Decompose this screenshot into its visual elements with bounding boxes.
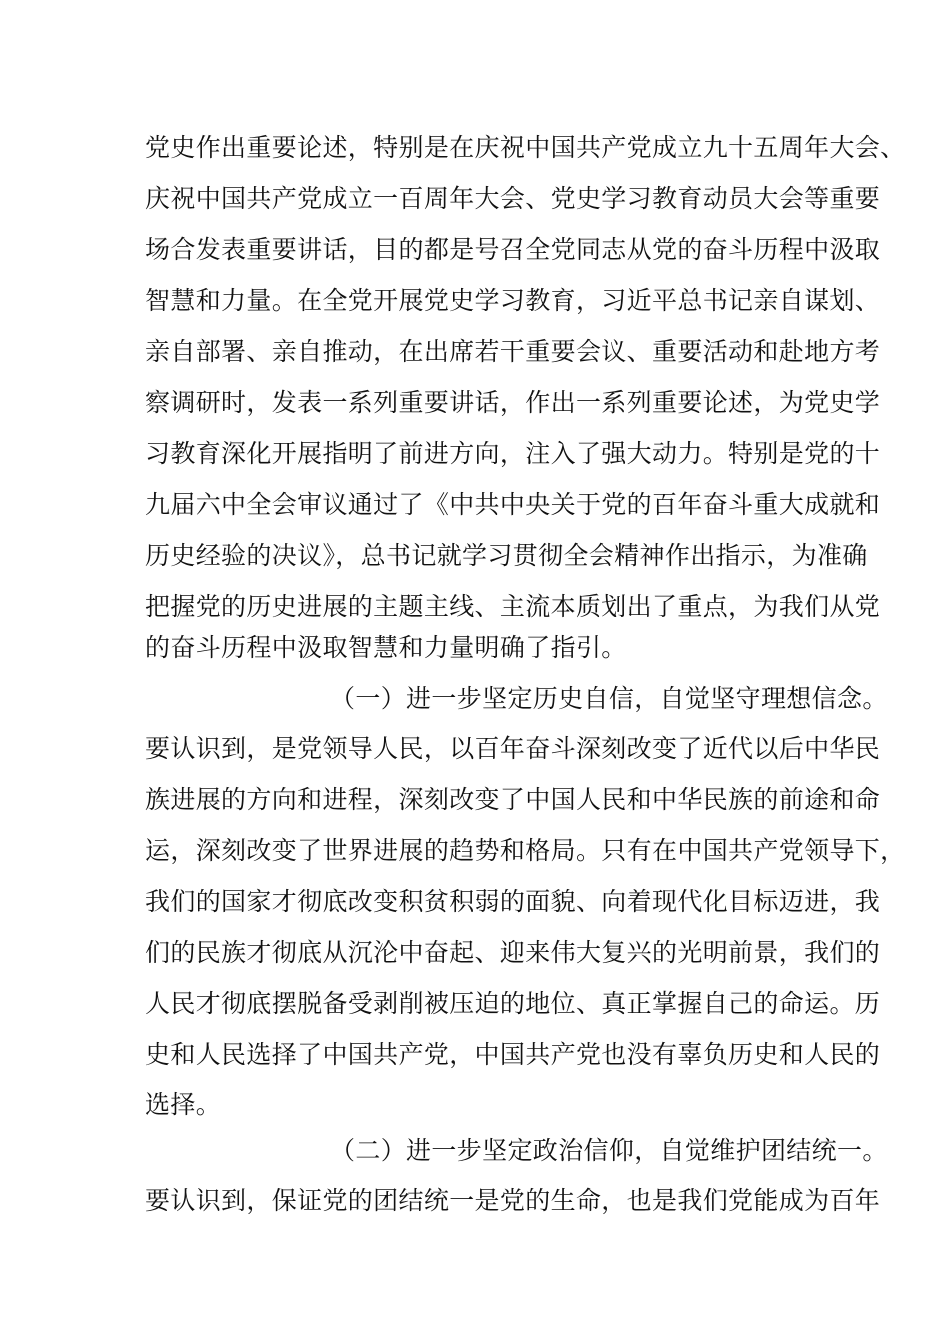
text-line: 史和人民选择了中国共产党，中国共产党也没有辜负历史和人民的 xyxy=(145,1040,881,1069)
text-line: 习教育深化开展指明了前进方向，注入了强大动力。特别是党的十 xyxy=(145,439,881,468)
text-line: 亲自部署、亲自推动，在出席若干重要会议、重要活动和赴地方考 xyxy=(145,337,881,366)
text-line: 九届六中全会审议通过了《中共中央关于党的百年奋斗重大成就和 xyxy=(145,490,881,519)
text-line: 族进展的方向和进程，深刻改变了中国人民和中华民族的前途和命 xyxy=(145,785,881,814)
text-line: 场合发表重要讲话，目的都是号召全党同志从党的奋斗历程中汲取 xyxy=(145,235,881,264)
text-line: 人民才彻底摆脱备受剥削被压迫的地位、真正掌握自己的命运。历 xyxy=(145,989,881,1018)
text-line: 的奋斗历程中汲取智慧和力量明确了指引。 xyxy=(145,633,627,662)
text-line: 察调研时，发表一系列重要讲话，作出一系列重要论述，为党史学 xyxy=(145,388,881,417)
text-line: 智慧和力量。在全党开展党史学习教育，习近平总书记亲自谋划、 xyxy=(145,286,881,315)
text-line: 把握党的历史进展的主题主线、主流本质划出了重点，为我们从党 xyxy=(145,592,881,621)
text-line: 要认识到，是党领导人民，以百年奋斗深刻改变了近代以后中华民 xyxy=(145,734,881,763)
section-heading-two: （二）进一步坚定政治信仰，自觉维护团结统一。 xyxy=(330,1136,888,1165)
text-line: 庆祝中国共产党成立一百周年大会、党史学习教育动员大会等重要 xyxy=(145,184,881,213)
text-line: 党史作出重要论述，特别是在庆祝中国共产党成立九十五周年大会、 xyxy=(145,133,906,162)
text-line: 选择。 xyxy=(145,1090,222,1119)
section-heading-one: （一）进一步坚定历史自信，自觉坚守理想信念。 xyxy=(330,684,888,713)
text-line: 要认识到，保证党的团结统一是党的生命，也是我们党能成为百年 xyxy=(145,1186,881,1215)
text-line: 运，深刻改变了世界进展的趋势和格局。只有在中国共产党领导下， xyxy=(145,836,906,865)
text-line: 我们的国家才彻底改变积贫积弱的面貌、向着现代化目标迈进，我 xyxy=(145,887,881,916)
text-line: 历史经验的决议》，总书记就学习贯彻全会精神作出指示，为准确 xyxy=(145,541,868,570)
text-line: 们的民族才彻底从沉沦中奋起、迎来伟大复兴的光明前景，我们的 xyxy=(145,938,881,967)
